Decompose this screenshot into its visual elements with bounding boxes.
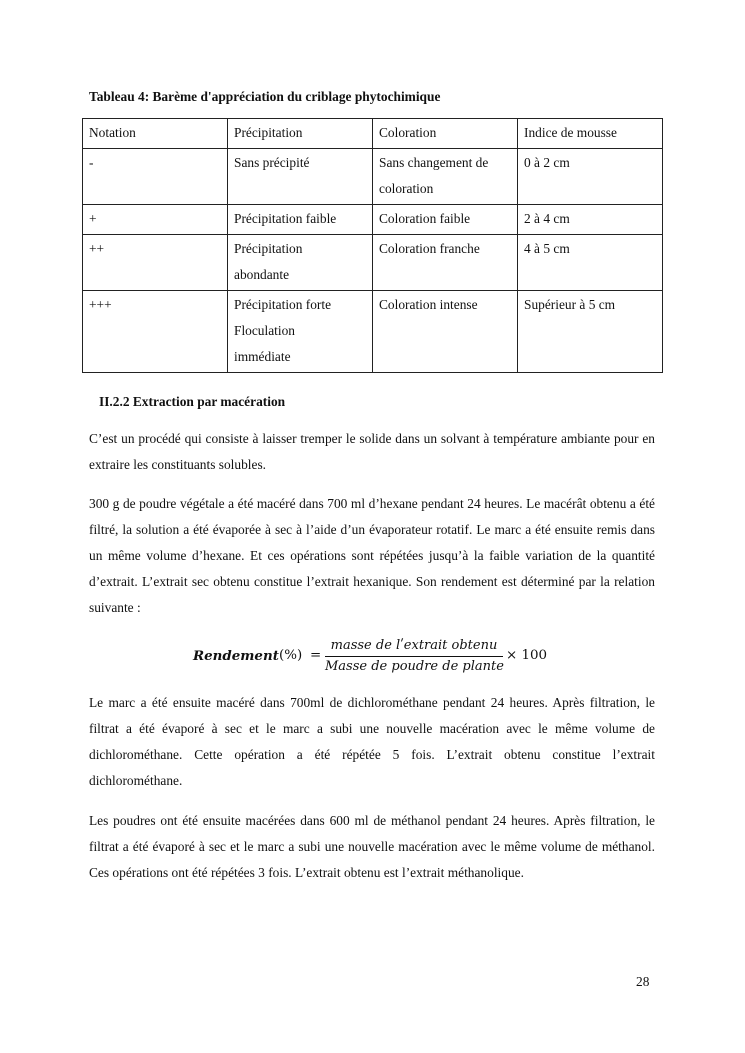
formula-denominator: Masse de poudre de plante — [325, 659, 504, 674]
section-heading: II.2.2 Extraction par macération — [99, 394, 286, 409]
table-cell: ++ — [83, 235, 228, 291]
table-cell: Coloration faible — [373, 205, 518, 235]
paragraph-dichloromethane: Le marc a été ensuite macéré dans 700ml de dichlorométhane pendant 24 heures. Après filtration, le filtrat a été évaporé à sec et le marc a subi une nouvelle macération avec le même volume de dichlorométhane. Cette opération a été répétée 5 fois. L’extrait obtenu constitue l’extrait dichlorométhane. — [89, 695, 655, 788]
header-precipitation: Précipitation — [228, 119, 373, 149]
page-number: 28 — [636, 974, 650, 989]
table-row — [83, 235, 663, 291]
formula-multiplier: × 100 — [506, 648, 548, 663]
table-cell: Supérieur à 5 cm — [518, 291, 663, 373]
formula-lhs: Rendement — [193, 648, 279, 664]
table-cell: Précipitation forte Floculation immédiate — [228, 291, 373, 373]
table-cell: Précipitation abondante — [228, 235, 373, 291]
formula-fraction — [325, 638, 503, 675]
table-row — [83, 149, 663, 205]
header-indice-mousse: Indice de mousse — [518, 119, 663, 149]
fraction-bar — [325, 656, 503, 657]
table-cell: 2 à 4 cm — [518, 205, 663, 235]
formula-numerator: masse de lʹextrait obtenu — [330, 638, 498, 653]
table-cell: - — [83, 149, 228, 205]
table-cell: 4 à 5 cm — [518, 235, 663, 291]
table-cell: +++ — [83, 291, 228, 373]
paragraph-methanol: Les poudres ont été ensuite macérées dans 600 ml de méthanol pendant 24 heures. Après filtration, le filtrat a été évaporé à sec et le marc a subi une nouvelle macération avec le même volume de méthanol. Ces opérations ont été répétées 3 fois. L’extrait obtenu est l’extrait méthanolique. — [89, 813, 655, 880]
table-row — [83, 205, 663, 235]
table-cell: Coloration intense — [373, 291, 518, 373]
appreciation-table — [82, 118, 663, 373]
table-row — [83, 291, 663, 373]
table-header-row — [83, 119, 663, 149]
header-coloration: Coloration — [373, 119, 518, 149]
header-notation: Notation — [83, 119, 228, 149]
table-cell: Sans précipité — [228, 149, 373, 205]
table-cell: + — [83, 205, 228, 235]
paragraph-definition: C’est un procédé qui consiste à laisser tremper le solide dans un solvant à température ambiante pour en extraire les constituants solubles. — [89, 431, 655, 472]
formula-unit: (%) — [279, 648, 303, 663]
table-cell: Coloration franche — [373, 235, 518, 291]
formula-equals: = — [310, 648, 322, 663]
table-cell: 0 à 2 cm — [518, 149, 663, 205]
table-cell: Sans changement de coloration — [373, 149, 518, 205]
table-caption: Tableau 4: Barème d'appréciation du criblage phytochimique — [89, 89, 441, 104]
paragraph-hexane: 300 g de poudre végétale a été macéré dans 700 ml d’hexane pendant 24 heures. Le macérât obtenu a été filtré, la solution a été évaporée à sec à l’aide d’un évaporateur rotatif. Le marc a été ensuite remis dans un même volume d’hexane. Et ces opérations sont répétées jusqu’à la faible variation de la quantité d’extrait. L’extrait sec obtenu constitue l’extrait hexanique. Son rendement est déterminé par la relation suivante : — [89, 496, 655, 615]
table-cell: Précipitation faible — [228, 205, 373, 235]
yield-formula — [193, 638, 593, 678]
